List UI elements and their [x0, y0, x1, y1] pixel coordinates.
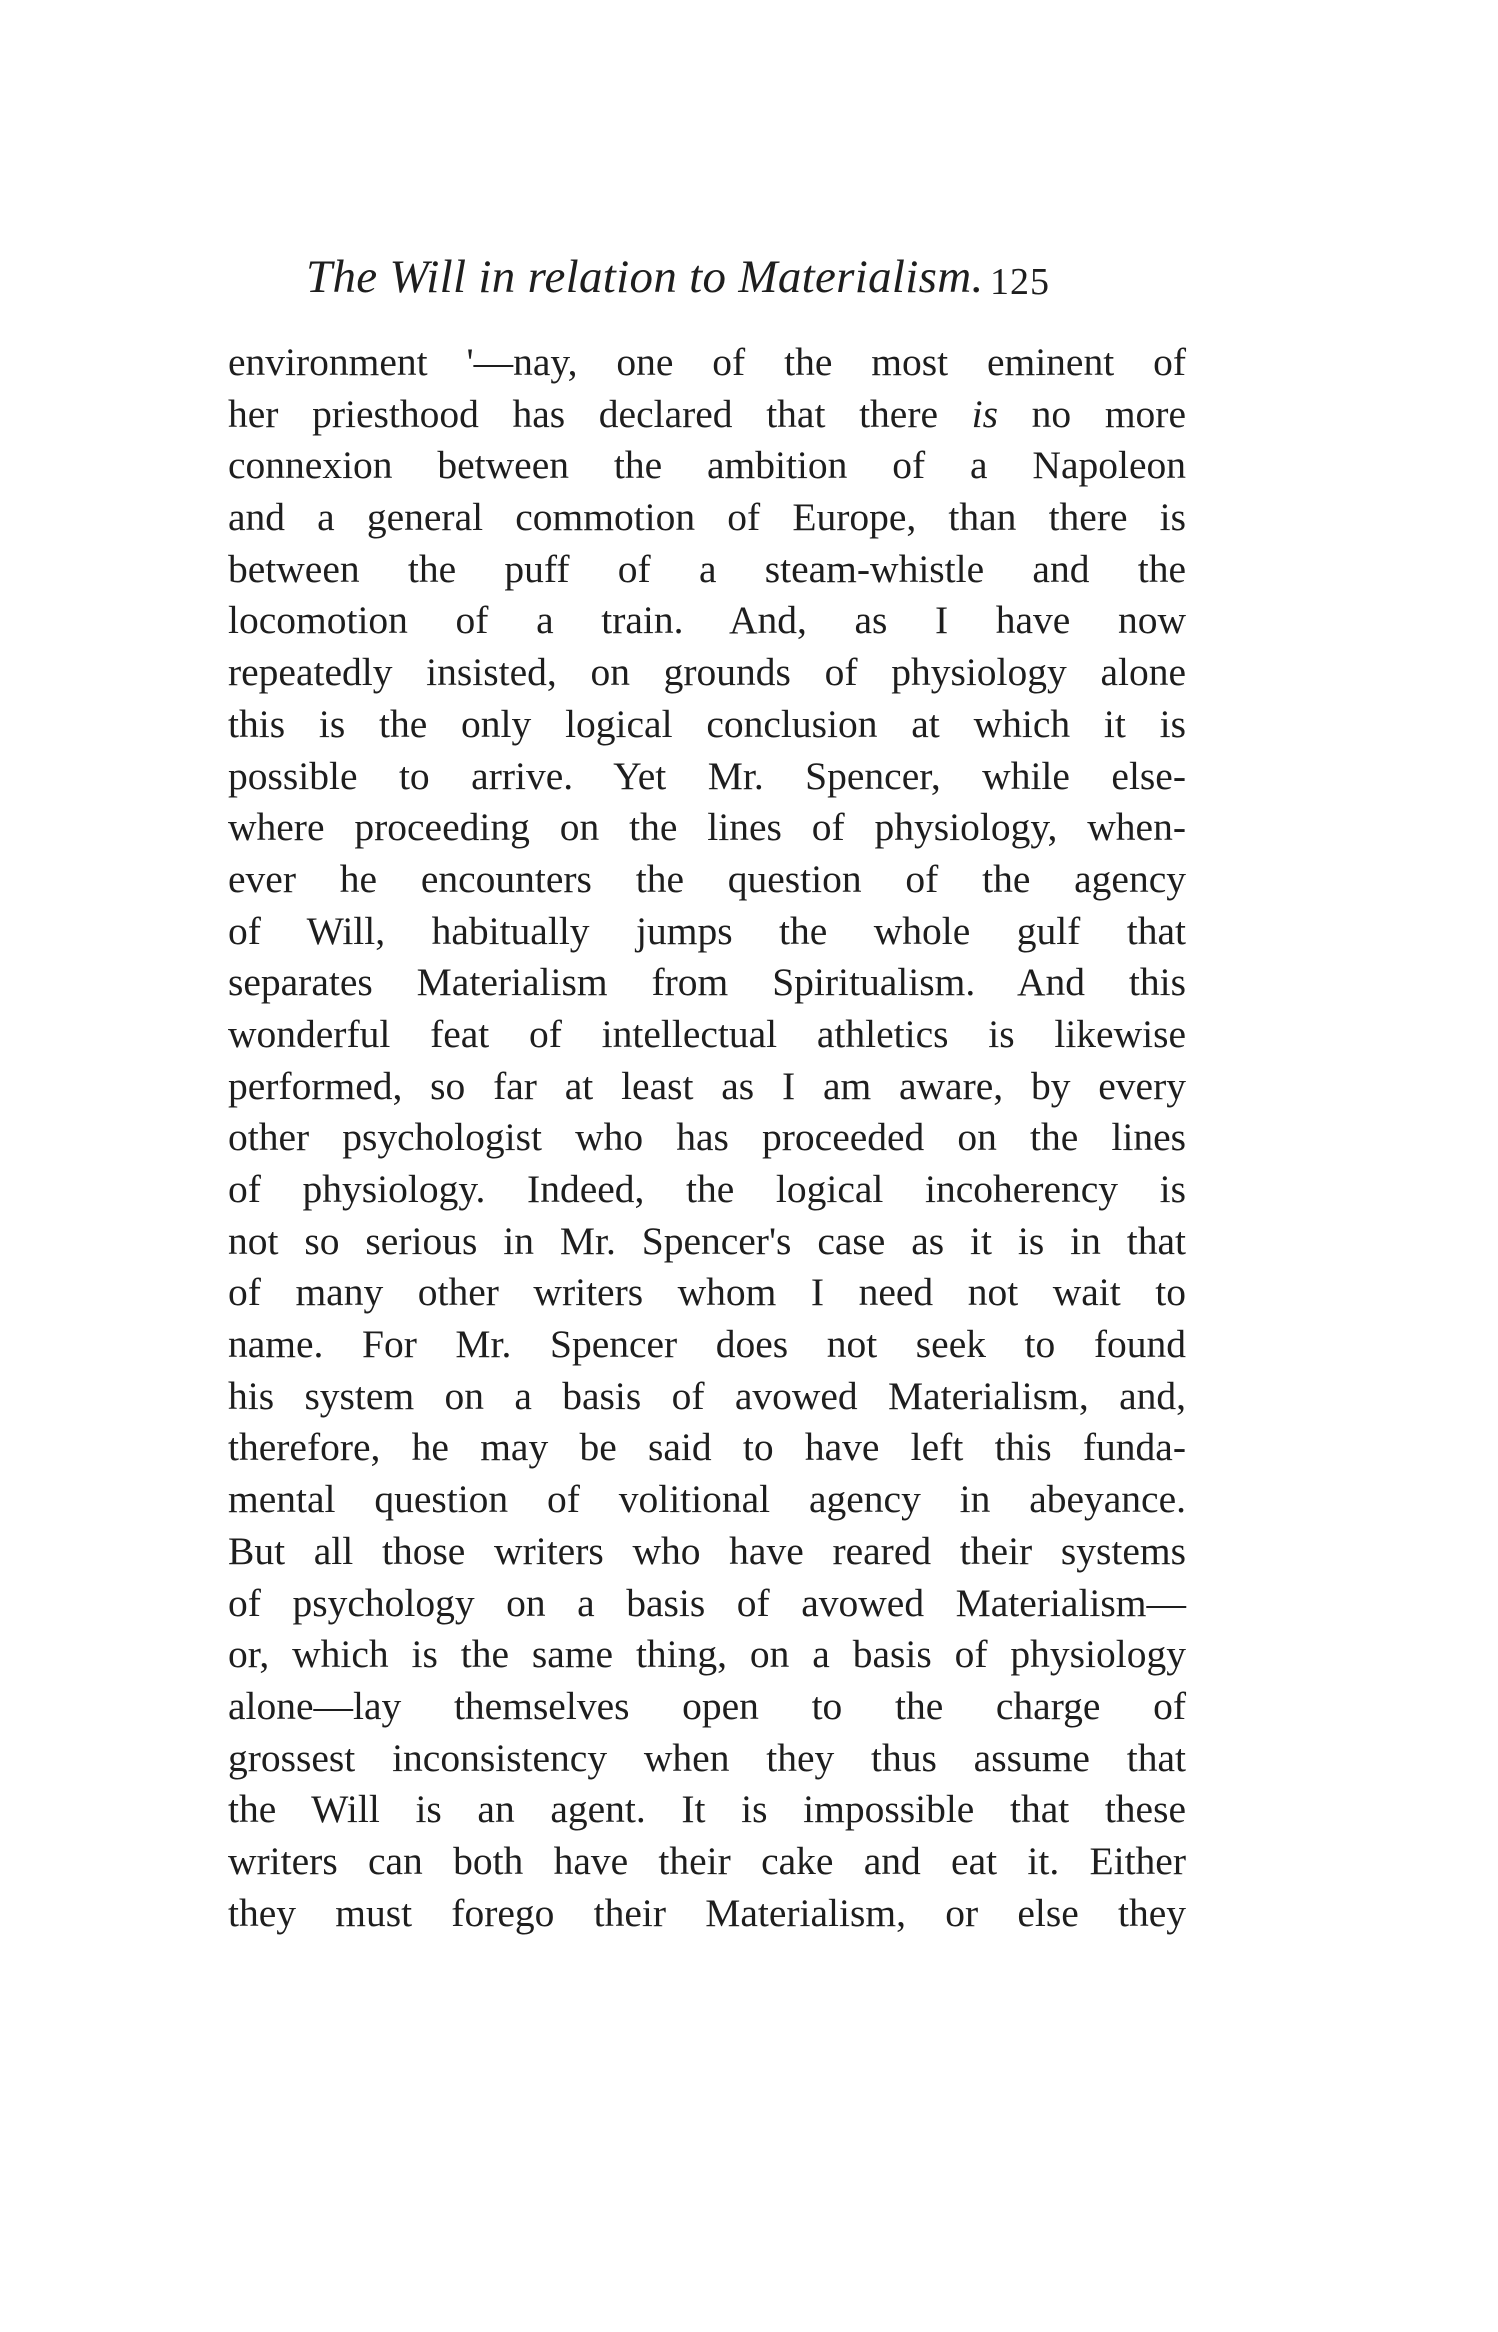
- text-line: environment '—nay, one of the most eminent of: [228, 340, 1186, 384]
- text-line: connexion between the ambition of a Napoleon: [228, 443, 1186, 488]
- text-line: [228, 389, 1186, 441]
- text-line: of physiology. Indeed, the logical incoherency is: [228, 1167, 1186, 1211]
- text-line: of Will, habitually jumps the whole gulf that: [228, 908, 1186, 953]
- text-line: therefore, he may be said to have left this funda-: [228, 1425, 1186, 1470]
- body-text: [228, 337, 1186, 1939]
- text-line: ever he encounters the question of the agency: [228, 856, 1186, 901]
- text-line: grossest inconsistency when they thus assume that: [228, 1735, 1186, 1780]
- text-line: alone—lay themselves open to the charge of: [228, 1683, 1186, 1728]
- text-line: his system on a basis of avowed Materialism, and,: [228, 1373, 1186, 1418]
- text-segment: no more: [998, 391, 1186, 436]
- page-number: 125: [990, 261, 1050, 303]
- text-line: repeatedly insisted, on grounds of physiology alone: [228, 650, 1186, 695]
- running-header: [306, 245, 984, 309]
- text-line: mental question of volitional agency in abeyance.: [228, 1477, 1186, 1522]
- text-line: locomotion of a train. And, as I have now: [228, 598, 1186, 643]
- text-line: But all those writers who have reared their systems: [228, 1528, 1186, 1573]
- text-line: of many other writers whom I need not wait to: [228, 1270, 1186, 1315]
- text-line: between the puff of a steam-whistle and the: [228, 546, 1186, 591]
- running-title: The Will in relation to Materialism.: [306, 251, 984, 303]
- text-line: separates Materialism from Spiritualism. And this: [228, 960, 1186, 1005]
- text-line: they must forego their Materialism, or else they: [228, 1890, 1186, 1935]
- text-line: name. For Mr. Spencer does not seek to found: [228, 1322, 1186, 1367]
- text-line: this is the only logical conclusion at which it is: [228, 701, 1186, 746]
- emphasized-word: is: [971, 391, 999, 436]
- text-line: the Will is an agent. It is impossible that these: [228, 1787, 1186, 1832]
- text-line: of psychology on a basis of avowed Materialism—: [228, 1580, 1186, 1625]
- text-line: not so serious in Mr. Spencer's case as it is in that: [228, 1218, 1186, 1263]
- text-line: wonderful feat of intellectual athletics is likewise: [228, 1011, 1186, 1056]
- text-line: or, which is the same thing, on a basis of physiology: [228, 1632, 1186, 1677]
- text-segment: her priesthood has declared that there: [228, 391, 972, 436]
- text-line: where proceeding on the lines of physiology, when-: [228, 805, 1186, 850]
- text-line: and a general commotion of Europe, than there is: [228, 495, 1186, 540]
- text-line: writers can both have their cake and eat it. Either: [228, 1838, 1186, 1883]
- text-line: performed, so far at least as I am aware, by every: [228, 1063, 1186, 1108]
- text-line: possible to arrive. Yet Mr. Spencer, while else-: [228, 753, 1186, 798]
- text-line: other psychologist who has proceeded on the lines: [228, 1115, 1186, 1160]
